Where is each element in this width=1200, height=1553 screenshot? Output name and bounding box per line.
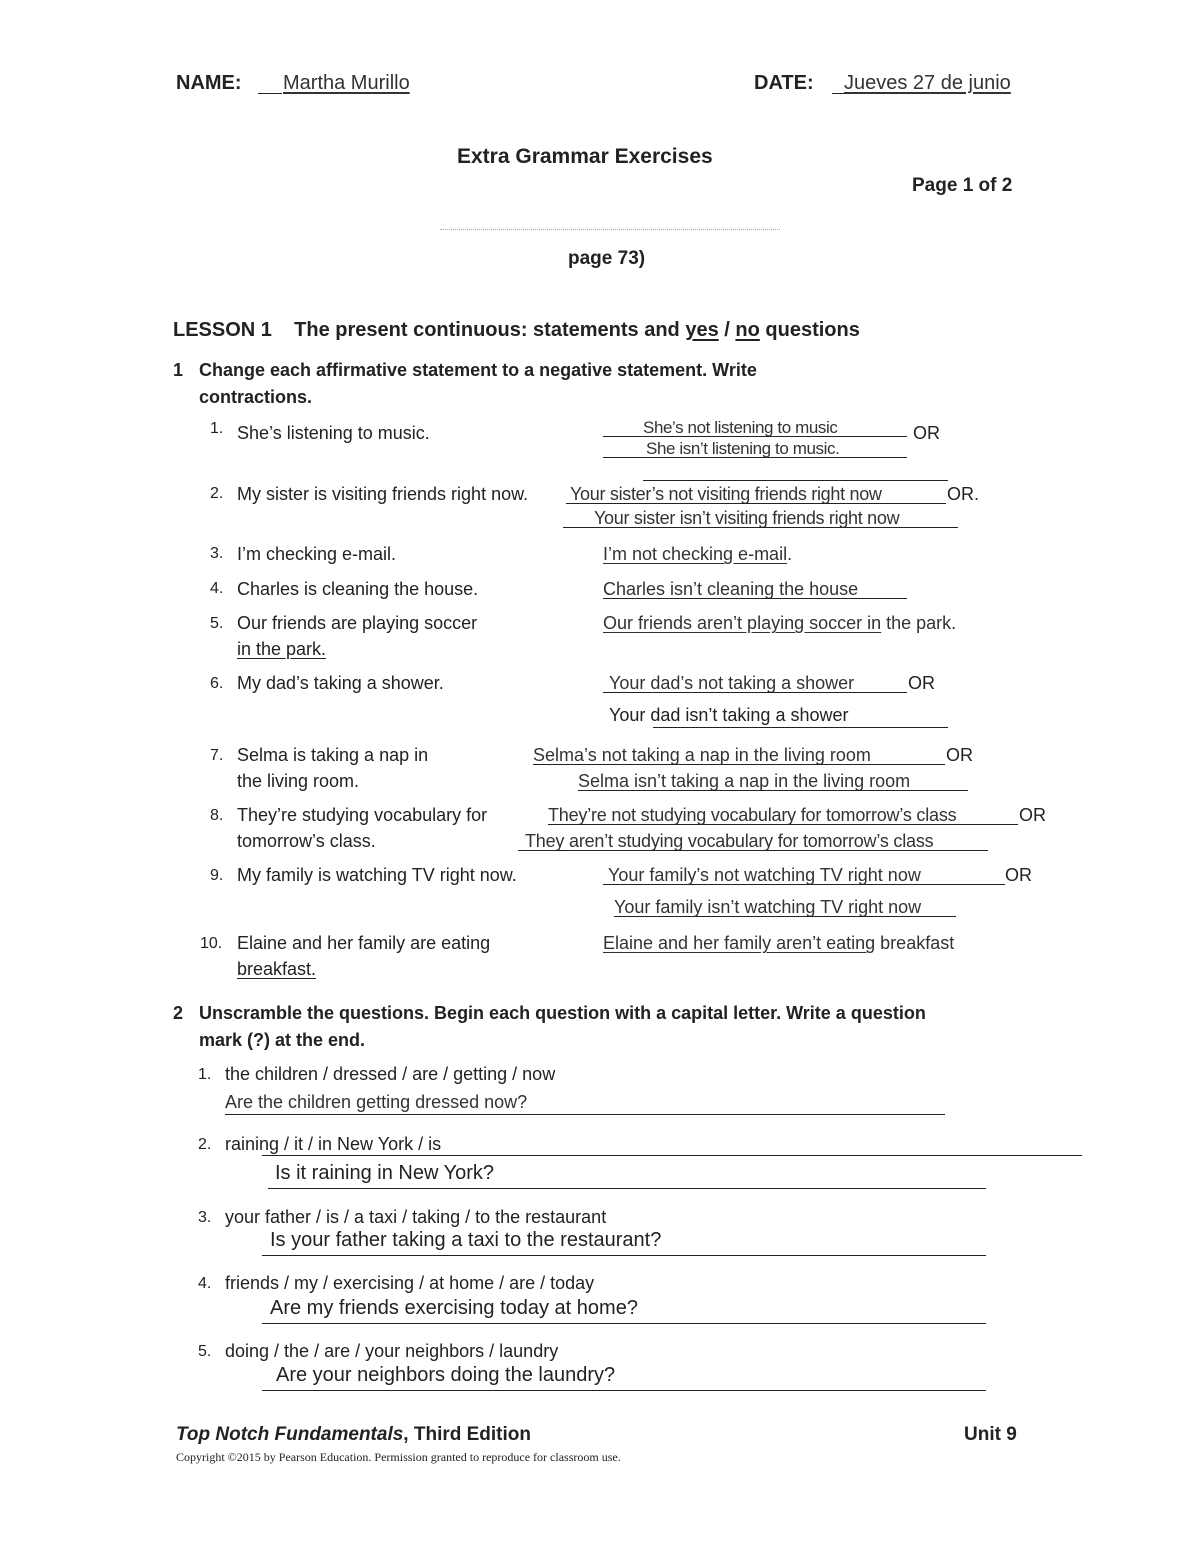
ex1-item-number: 6. xyxy=(210,675,224,692)
answer-line xyxy=(603,436,907,437)
answer-line xyxy=(533,764,945,765)
or-label: OR xyxy=(1019,805,1046,825)
lesson-no: no xyxy=(735,319,760,341)
answer-line xyxy=(268,1188,986,1189)
lesson-heading xyxy=(173,319,860,342)
lesson-title-end: questions xyxy=(765,319,860,341)
or-label: OR xyxy=(946,745,973,765)
exercise2-instruction: Unscramble the questions. Begin each question with a capital letter. Write a question xyxy=(199,1003,926,1023)
ex1-item-prompt-2: in the park. xyxy=(237,639,327,659)
page-title: Extra Grammar Exercises xyxy=(457,145,713,168)
ex1-item-prompt: They’re studying vocabulary for xyxy=(237,805,488,825)
page-indicator: Page 1 of 2 xyxy=(912,175,1013,196)
ex1-item-answer: Your sister’s not visiting friends right now xyxy=(570,484,882,504)
or-label: OR. xyxy=(947,484,980,504)
answer-line xyxy=(563,527,958,528)
lesson-title: The present continuous: statements and xyxy=(294,319,680,341)
or-label: OR xyxy=(1005,865,1032,885)
ex2-item-prompt: the children / dressed / are / getting / now xyxy=(225,1064,556,1084)
date-label: DATE: xyxy=(754,72,814,94)
ex2-item-prompt: your father / is / a taxi / taking / to the restaurant xyxy=(225,1207,607,1227)
ex1-item-answer-alt: Your dad isn’t taking a shower xyxy=(609,705,849,725)
date-value: Jueves 27 de junio xyxy=(844,72,1011,94)
ex2-item-answer: Is your father taking a taxi to the restaurant? xyxy=(270,1229,662,1251)
lesson-number: LESSON 1 xyxy=(173,319,272,341)
ex1-item-prompt: I’m checking e-mail. xyxy=(237,544,397,564)
answer-line xyxy=(603,457,907,458)
ex1-item-prompt: My sister is visiting friends right now. xyxy=(237,484,529,504)
exercise1-instruction: Change each affirmative statement to a negative statement. Write xyxy=(199,360,757,380)
name-value: Martha Murillo xyxy=(283,72,410,94)
ex2-item-number: 4. xyxy=(198,1275,212,1292)
ex2-item-number: 1. xyxy=(198,1066,212,1083)
date-underline xyxy=(832,93,844,94)
answer-line xyxy=(566,503,946,504)
answer-line xyxy=(578,790,968,791)
answer-line xyxy=(225,1114,945,1115)
ex2-item-number: 2. xyxy=(198,1136,212,1153)
answer-line xyxy=(262,1255,986,1256)
ex2-item-number: 3. xyxy=(198,1209,212,1226)
ex1-item-prompt: Our friends are playing soccer xyxy=(237,613,478,633)
ex1-item-number: 1. xyxy=(210,420,224,437)
ex1-item-answer: She’s not listening to music xyxy=(643,418,838,437)
ex1-item-answer-alt: Selma isn’t taking a nap in the living room xyxy=(578,771,911,791)
ex1-item-answer: Our friends aren’t playing soccer in the park. xyxy=(603,613,957,633)
exercise1-instruction-2: contractions. xyxy=(199,387,313,407)
lesson-yes: yes xyxy=(685,319,719,341)
ex2-item-answer: Are the children getting dressed now? xyxy=(225,1092,528,1112)
ex2-item-answer: Is it raining in New York? xyxy=(275,1162,495,1184)
ex1-item-answer: Elaine and her family aren’t eating breakfast xyxy=(603,933,955,953)
name-label: NAME: xyxy=(176,72,242,94)
ex1-item-answer: I’m not checking e-mail. xyxy=(603,544,793,564)
ex1-item-prompt: My family is watching TV right now. xyxy=(237,865,517,885)
ex1-item-number: 9. xyxy=(210,867,224,884)
ex1-item-answer-alt: Your sister isn’t visiting friends right now xyxy=(594,508,900,528)
answer-line xyxy=(643,480,948,481)
exercise2-instruction-2: mark (?) at the end. xyxy=(199,1030,366,1050)
or-label: OR xyxy=(913,423,940,443)
ex1-item-number: 8. xyxy=(210,807,224,824)
answer-line xyxy=(262,1155,1082,1156)
answer-line xyxy=(262,1390,986,1391)
page-reference: page 73) xyxy=(568,248,646,269)
answer-line xyxy=(603,884,1005,885)
ex1-item-prompt-2: tomorrow’s class. xyxy=(237,831,376,851)
faded-header-line xyxy=(440,229,780,230)
footer-unit: Unit 9 xyxy=(964,1424,1017,1445)
ex1-item-prompt-2: breakfast. xyxy=(237,959,317,979)
ex2-item-prompt: raining / it / in New York / is xyxy=(225,1134,442,1154)
answer-line xyxy=(262,1323,986,1324)
ex2-item-prompt: doing / the / are / your neighbors / laundry xyxy=(225,1341,559,1361)
footer-book: Top Notch Fundamentals, Third Edition xyxy=(176,1424,531,1445)
or-label: OR xyxy=(908,673,935,693)
footer-copyright: Copyright ©2015 by Pearson Education. Permission granted to reproduce for classroom use. xyxy=(176,1450,621,1464)
ex2-item-prompt: friends / my / exercising / at home / are / today xyxy=(225,1273,595,1293)
ex1-item-prompt: Selma is taking a nap in xyxy=(237,745,429,765)
ex1-item-prompt: She’s listening to music. xyxy=(237,423,430,443)
ex1-item-number: 5. xyxy=(210,615,224,632)
answer-line xyxy=(518,850,988,851)
answer-line xyxy=(614,916,956,917)
ex1-item-answer-alt: She isn’t listening to music. xyxy=(646,439,840,458)
exercise2-number: 2 xyxy=(173,1003,184,1023)
ex1-item-answer-alt: They aren’t studying vocabulary for tomorrow’s class xyxy=(525,831,934,851)
ex1-item-answer: Charles isn’t cleaning the house xyxy=(603,579,859,599)
ex1-item-answer-alt: Your family isn’t watching TV right now xyxy=(614,897,922,917)
ex1-item-prompt: Elaine and her family are eating xyxy=(237,933,491,953)
ex1-item-prompt-2: the living room. xyxy=(237,771,360,791)
name-underline xyxy=(258,93,282,94)
ex2-item-number: 5. xyxy=(198,1343,212,1360)
ex1-item-answer: They’re not studying vocabulary for tomorrow’s class xyxy=(548,805,957,825)
ex2-item-answer: Are my friends exercising today at home? xyxy=(270,1297,638,1319)
ex1-item-prompt: My dad’s taking a shower. xyxy=(237,673,444,693)
ex1-item-answer: Your family’s not watching TV right now xyxy=(608,865,921,885)
ex1-item-number: 4. xyxy=(210,580,224,597)
lesson-slash: / xyxy=(724,319,730,341)
ex1-item-number: 7. xyxy=(210,747,224,764)
ex1-item-number: 10. xyxy=(200,935,223,952)
ex1-item-prompt: Charles is cleaning the house. xyxy=(237,579,479,599)
answer-line xyxy=(548,824,1018,825)
answer-line xyxy=(653,727,948,728)
ex2-item-answer: Are your neighbors doing the laundry? xyxy=(276,1364,616,1386)
answer-line xyxy=(603,692,907,693)
answer-line xyxy=(603,598,907,599)
ex1-item-answer: Selma’s not taking a nap in the living room xyxy=(533,745,871,765)
ex1-item-answer: Your dad’s not taking a shower xyxy=(609,673,855,693)
ex1-item-number: 3. xyxy=(210,545,224,562)
exercise1-number: 1 xyxy=(173,360,184,380)
ex1-item-number: 2. xyxy=(210,485,224,502)
